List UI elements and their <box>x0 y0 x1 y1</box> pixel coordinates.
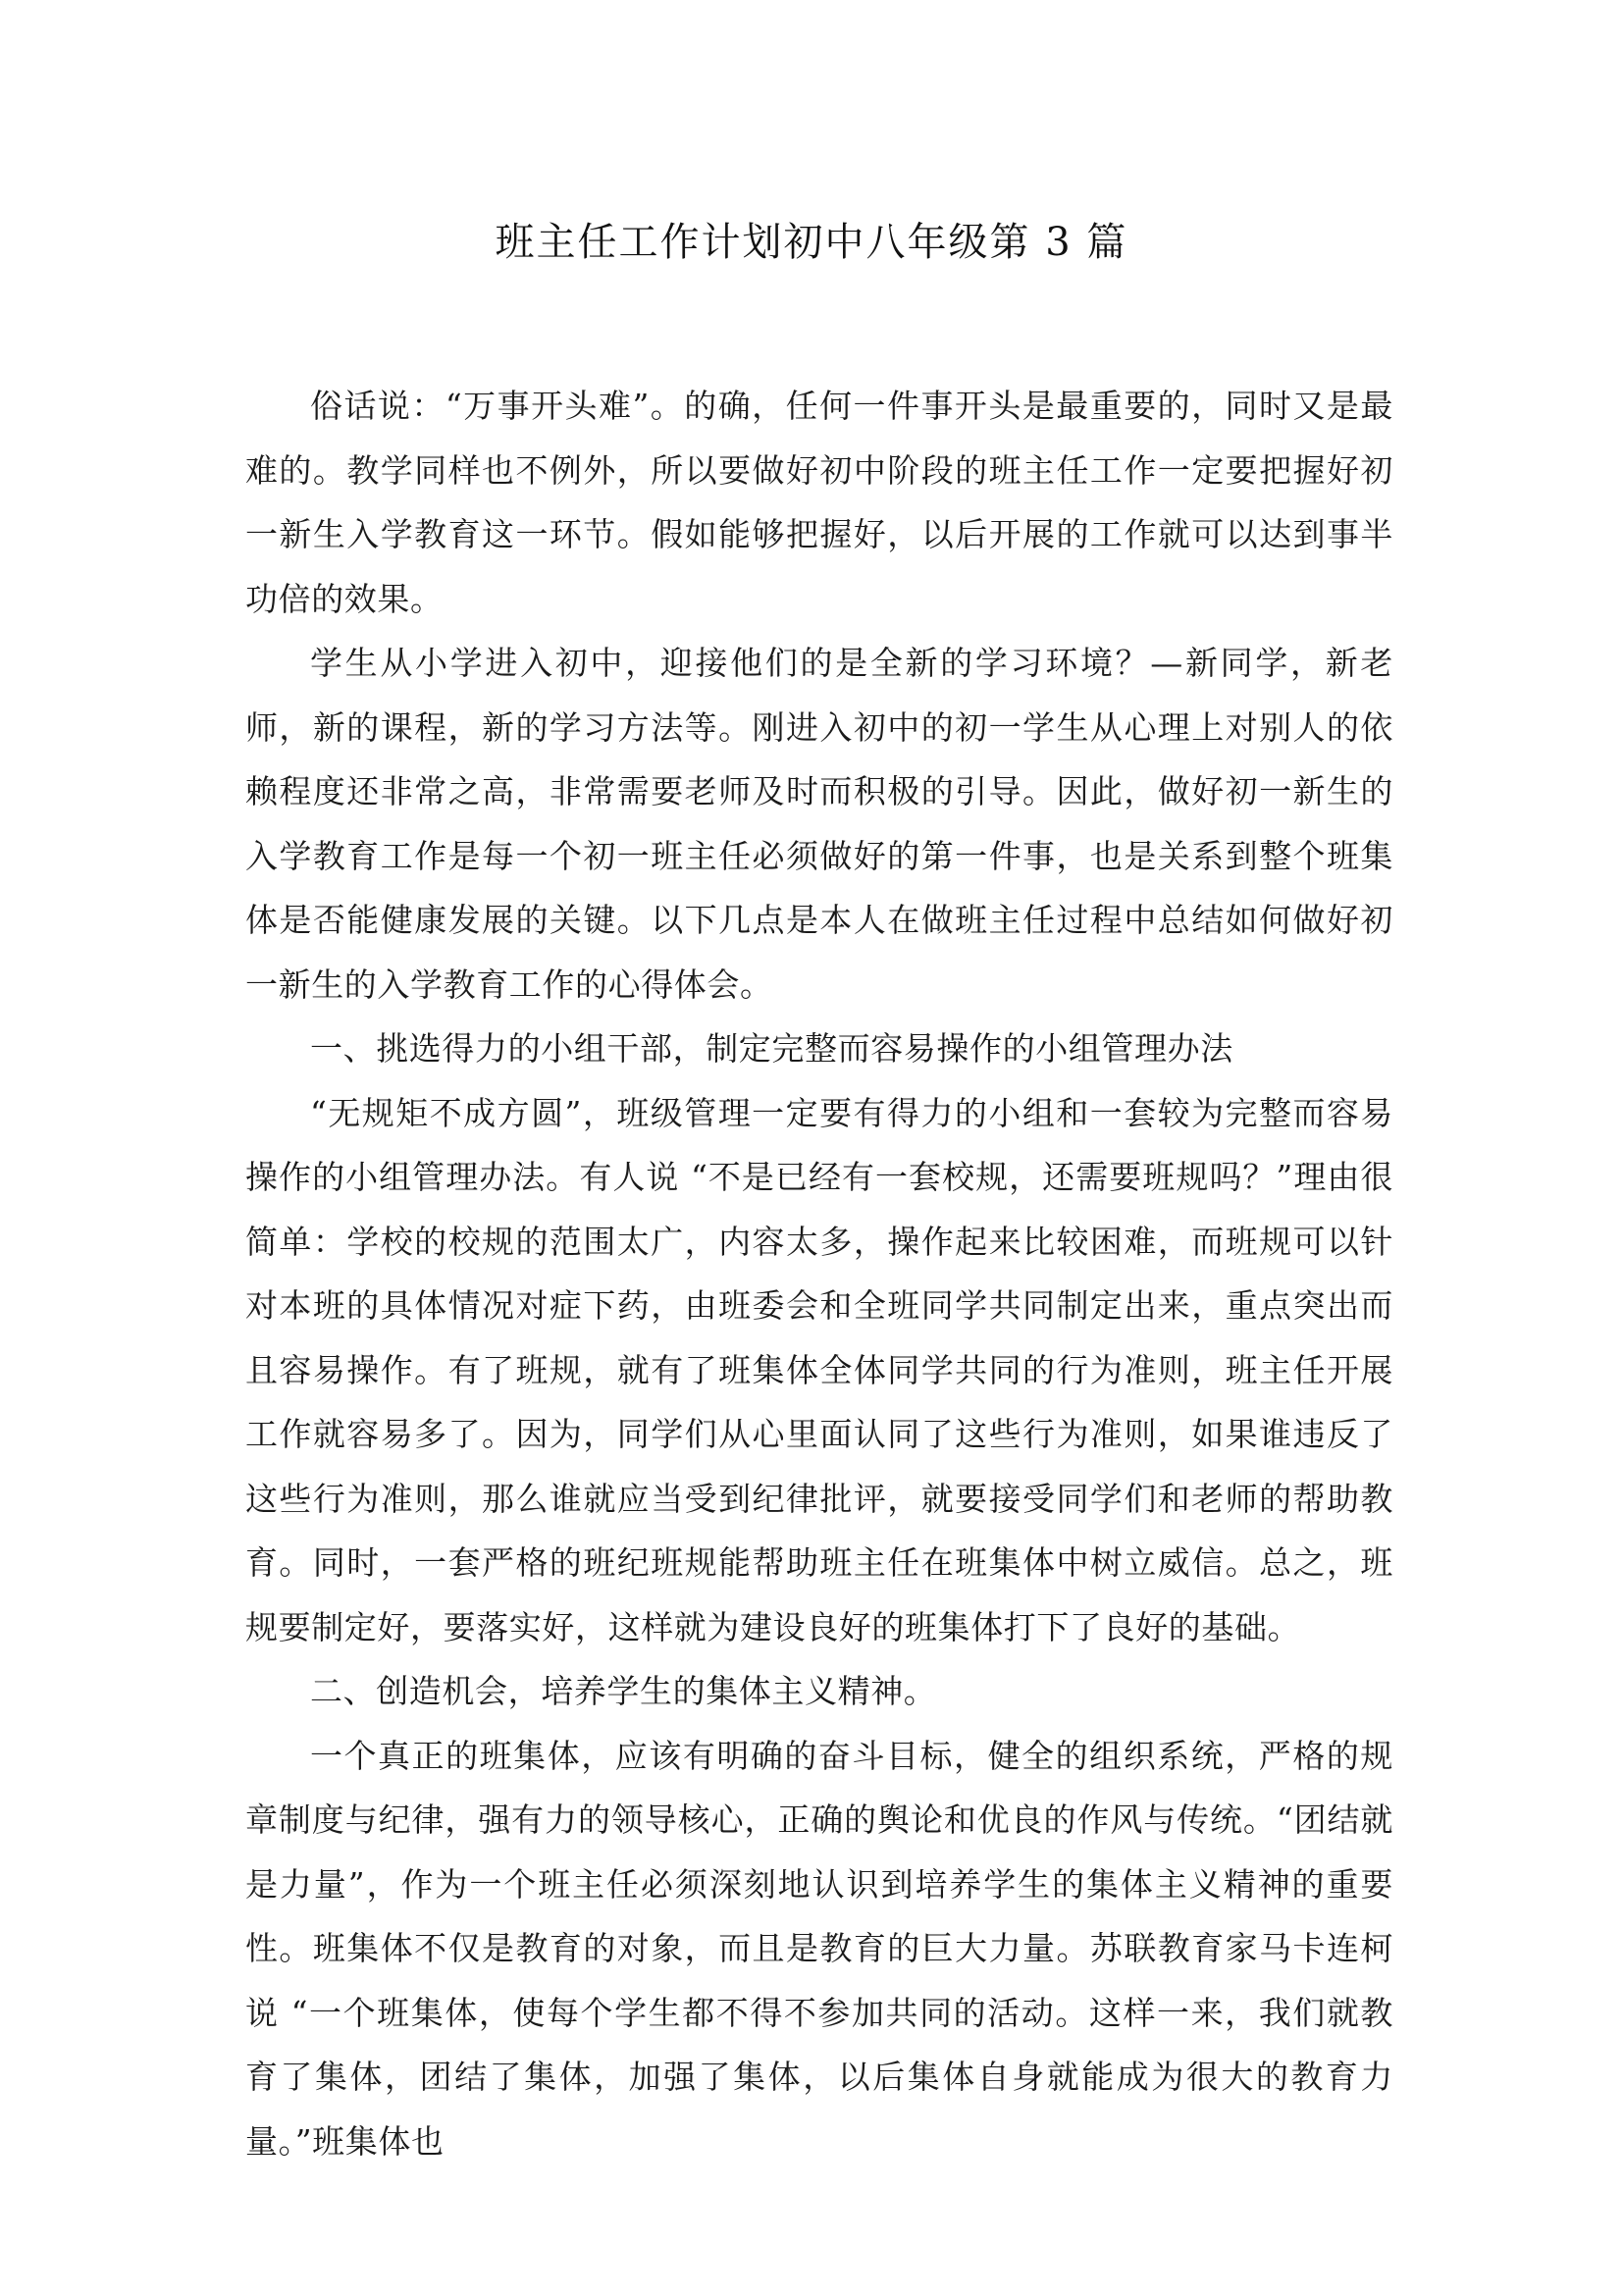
paragraph-intro: 俗话说：“万事开头难”。的确，任何一件事开头是最重要的，同时又是最难的。教学同样也不例外，所以要做好初中阶段的班主任工作一定要把握好初一新生入学教育这一环节。假如能够把握好，以后开展的工作就可以达到事半功倍的效果。 <box>245 387 1393 618</box>
document-title: 班主任工作计划初中八年级第 3 篇 <box>495 220 1128 265</box>
paragraph-class-rules: “无规矩不成方圆”，班级管理一定要有得力的小组和一套较为完整而容易操作的小组管理办法。有人说 “不是已经有一套校规，还需要班规吗？”理由很简单：学校的校规的范围太广，内容太多，操作起来比较困难，而班规可以针对本班的具体情况对症下药，由班委会和全班同学共同制定出来，重点突出而且容易操作。有了班规，就有了班集体全体同学共同的行为准则，班主任开展工作就容易多了。因为，同学们从心里面认同了这些行为准则，如果谁违反了这些行为准则，那么谁就应当受到纪律批评，就要接受同学们和老师的帮助教育。同时，一套严格的班纪班规能帮助班主任在班集体中树立威信。总之，班规要制定好，要落实好，这样就为建设良好的班集体打下了良好的基础。 <box>245 1093 1393 1646</box>
paragraph-collectivism: 一个真正的班集体，应该有明确的奋斗目标，健全的组织系统，严格的规章制度与纪律，强有力的领导核心，正确的舆论和优良的作风与传统。“团结就是力量”，作为一个班主任必须深刻地认识到培养学生的集体主义精神的重要性。班集体不仅是教育的对象，而且是教育的巨大力量。苏联教育家马卡连柯说 “一个班集体，使每个学生都不得不参加共同的活动。这样一来，我们就教育了集体，团结了集体，加强了集体，以后集体自身就能成为很大的教育力量。”班集体也 <box>245 1736 1393 2161</box>
document-body <box>245 374 1393 2173</box>
paragraph-background: 学生从小学进入初中，迎接他们的是全新的学习环境？—新同学，新老师，新的课程，新的学习方法等。刚进入初中的初一学生从心理上对别人的依赖程度还非常之高，非常需要老师及时而积极的引导。因此，做好初一新生的入学教育工作是每一个初一班主任必须做好的第一件事，也是关系到整个班集体是否能健康发展的关键。以下几点是本人在做班主任过程中总结如何做好初一新生的入学教育工作的心得体会。 <box>245 644 1393 1004</box>
section-heading-2: 二、创造机会，培养学生的集体主义精神。 <box>310 1672 937 1710</box>
section-heading-1: 一、挑选得力的小组干部，制定完整而容易操作的小组管理办法 <box>310 1029 1233 1068</box>
